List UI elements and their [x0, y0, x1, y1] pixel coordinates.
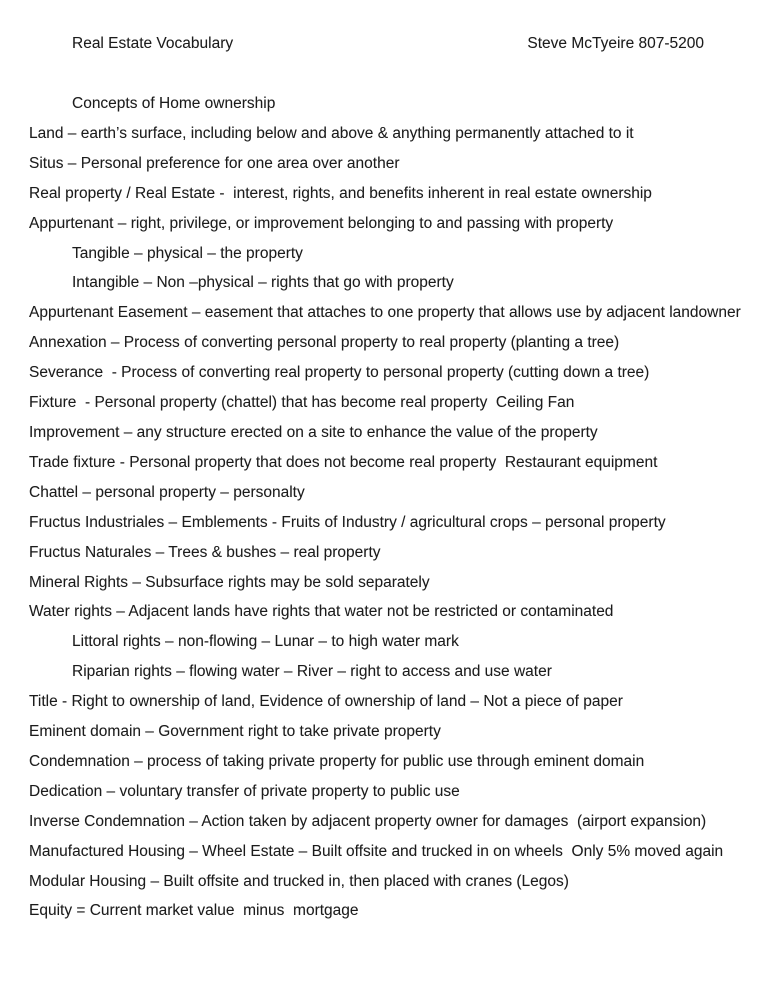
doc-line: Manufactured Housing – Wheel Estate – Built offsite and trucked in on wheels Only 5% moved again	[29, 842, 724, 860]
doc-line: Intangible – Non –physical – rights that go with property	[72, 274, 454, 292]
doc-line: Inverse Condemnation – Action taken by adjacent property owner for damages (airport expansion)	[29, 812, 707, 830]
doc-line: Dedication – voluntary transfer of private property to public use	[29, 782, 460, 800]
doc-line: Trade fixture - Personal property that does not become real property Restaurant equipment	[29, 453, 658, 471]
document-author: Steve McTyeire 807-5200	[527, 35, 704, 52]
doc-line: Annexation – Process of converting personal property to real property (planting a tree)	[29, 334, 620, 352]
doc-line: Improvement – any structure erected on a site to enhance the value of the property	[29, 423, 598, 441]
doc-line: Title - Right to ownership of land, Evidence of ownership of land – Not a piece of paper	[29, 693, 623, 711]
doc-line: Modular Housing – Built offsite and trucked in, then placed with cranes (Legos)	[29, 872, 569, 890]
document-header	[0, 0, 768, 54]
doc-line: Fixture - Personal property (chattel) that has become real property Ceiling Fan	[29, 394, 575, 412]
doc-line: Equity = Current market value minus mortgage	[29, 902, 359, 920]
doc-line: Land – earth’s surface, including below and above & anything permanently attached to it	[29, 124, 634, 142]
section-heading: Concepts of Home ownership	[72, 95, 276, 112]
doc-line: Real property / Real Estate - interest, rights, and benefits inherent in real estate ownership	[29, 184, 652, 202]
doc-line: Tangible – physical – the property	[72, 244, 303, 262]
doc-line: Eminent domain – Government right to take private property	[29, 723, 441, 741]
doc-line: Fructus Naturales – Trees & bushes – real property	[29, 543, 381, 561]
doc-line: Appurtenant – right, privilege, or improvement belonging to and passing with property	[29, 214, 614, 232]
doc-line: Severance - Process of converting real property to personal property (cutting down a tree)	[29, 364, 650, 382]
doc-line: Mineral Rights – Subsurface rights may be sold separately	[29, 573, 430, 591]
doc-line: Fructus Industriales – Emblements - Fruits of Industry / agricultural crops – personal property	[29, 513, 666, 531]
doc-line: Situs – Personal preference for one area over another	[29, 154, 400, 172]
document-body	[0, 89, 768, 926]
doc-line: Chattel – personal property – personalty	[29, 483, 305, 501]
doc-line: Appurtenant Easement – easement that attaches to one property that allows use by adjacent landowner	[29, 304, 741, 322]
document-title: Real Estate Vocabulary	[72, 35, 234, 52]
doc-line: Condemnation – process of taking private property for public use through eminent domain	[29, 752, 645, 770]
doc-line: Littoral rights – non-flowing – Lunar – to high water mark	[72, 633, 459, 651]
doc-line: Water rights – Adjacent lands have rights that water not be restricted or contaminated	[29, 603, 614, 621]
doc-line: Riparian rights – flowing water – River – right to access and use water	[72, 663, 552, 681]
